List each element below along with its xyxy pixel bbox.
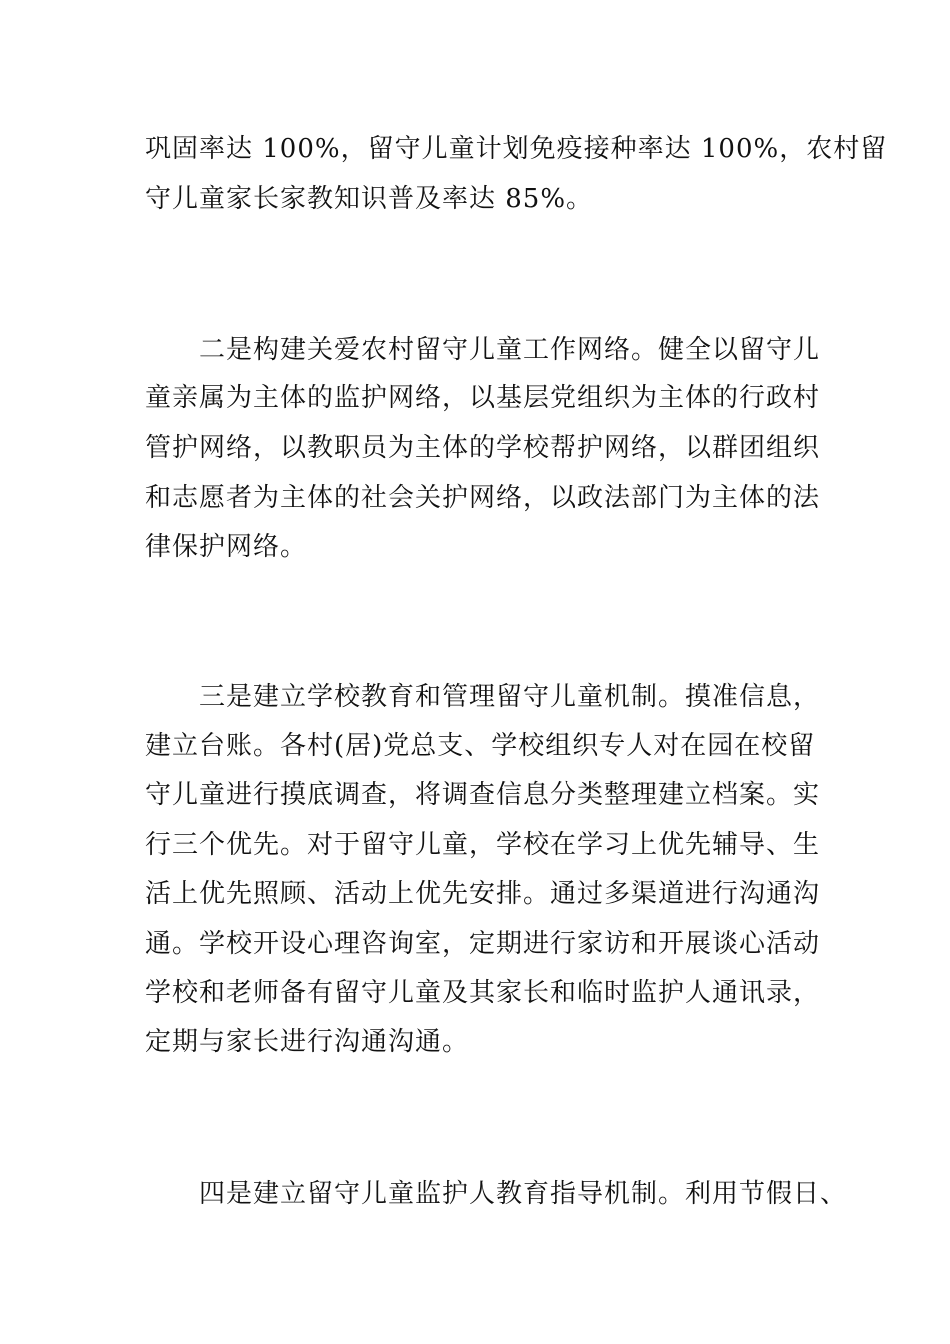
text-line: 守儿童进行摸底调查，将调查信息分类整理建立档案。实 bbox=[145, 780, 821, 810]
text-line: 管护网络，以教职员为主体的学校帮护网络，以群团组织 bbox=[145, 433, 821, 463]
text-line: 和志愿者为主体的社会关护网络，以政法部门为主体的法 bbox=[145, 483, 821, 513]
text-line: 建立台账。各村(居)党总支、学校组织专人对在园在校留 bbox=[145, 731, 816, 761]
text-line: 律保护网络。 bbox=[145, 532, 308, 562]
text-line: 童亲属为主体的监护网络，以基层党组织为主体的行政村 bbox=[145, 383, 821, 413]
text-line: 行三个优先。对于留守儿童，学校在学习上优先辅导、生 bbox=[145, 830, 821, 860]
text-line: 巩固率达 100%，留守儿童计划免疫接种率达 100%，农村留 bbox=[145, 134, 888, 164]
text-line: 三是建立学校教育和管理留守儿童机制。摸准信息， bbox=[199, 682, 821, 712]
text-line: 四是建立留守儿童监护人教育指导机制。利用节假日、 bbox=[199, 1179, 848, 1209]
text-line: 守儿童家长家教知识普及率达 85%。 bbox=[145, 184, 594, 214]
text-line: 定期与家长进行沟通沟通。 bbox=[145, 1027, 470, 1057]
text-line: 活上优先照顾、活动上优先安排。通过多渠道进行沟通沟 bbox=[145, 879, 821, 909]
text-line: 学校和老师备有留守儿童及其家长和临时监护人通讯录， bbox=[145, 978, 821, 1008]
text-line: 通。学校开设心理咨询室，定期进行家访和开展谈心活动 bbox=[145, 929, 821, 959]
text-line: 二是构建关爱农村留守儿童工作网络。健全以留守儿 bbox=[199, 335, 821, 365]
